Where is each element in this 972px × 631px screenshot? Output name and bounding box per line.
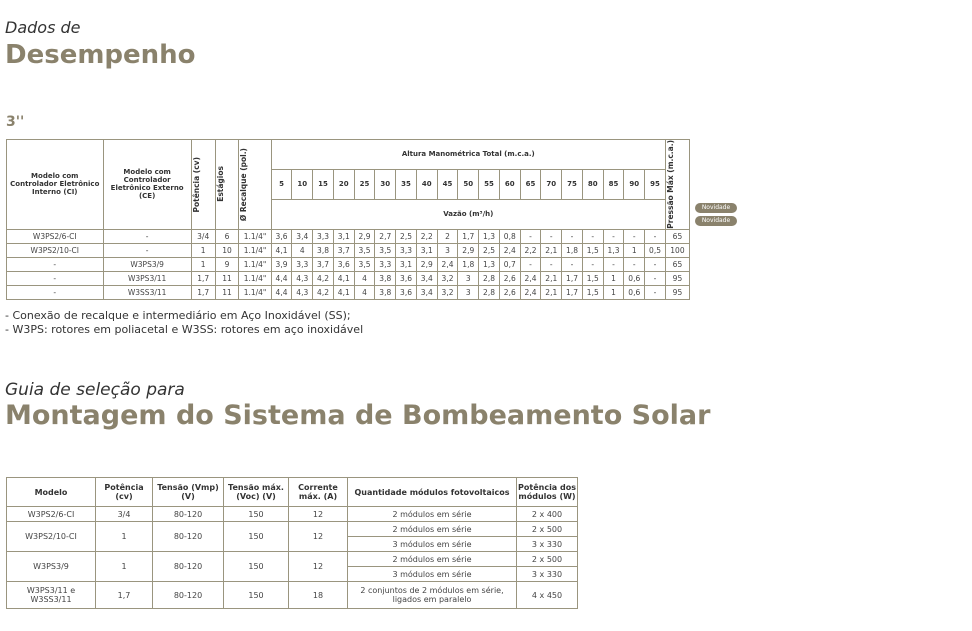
table-cell: 2 módulos em série [348, 507, 517, 522]
table-cell: 3 módulos em série [348, 567, 517, 582]
table-cell: 2 x 400 [517, 507, 578, 522]
table-cell: 3,8 [313, 243, 334, 257]
head-value: 5 [271, 169, 292, 199]
table-cell: 1,7 [191, 271, 215, 285]
table-cell: 4 [292, 243, 313, 257]
header-model: Modelo [7, 478, 96, 507]
table-cell: - [582, 257, 603, 271]
table-cell: 4,3 [292, 285, 313, 299]
table-cell: 2,4 [437, 257, 458, 271]
table-cell: - [624, 229, 645, 243]
table-cell: 2,7 [375, 229, 396, 243]
table-cell: W3PS3/9 [103, 257, 191, 271]
table-cell: 150 [224, 552, 289, 582]
table-cell: W3SS3/11 [103, 285, 191, 299]
table-cell: 3 x 330 [517, 537, 578, 552]
table-cell: 1,3 [479, 257, 500, 271]
table-cell: 2,4 [520, 285, 541, 299]
table-cell: - [520, 257, 541, 271]
table-cell: W3PS3/9 [7, 552, 96, 582]
table-cell: - [7, 257, 104, 271]
table-cell: 2,9 [416, 257, 437, 271]
table-cell: 2 conjuntos de 2 módulos em série, ligados em paralelo [348, 582, 517, 609]
section-title: Montagem do Sistema de Bombeamento Solar [5, 400, 711, 431]
table-cell: 3,7 [333, 243, 354, 257]
table-row [7, 522, 578, 537]
table-cell: - [582, 229, 603, 243]
section-subtitle: Guia de seleção para [5, 380, 185, 400]
table-cell: 3,2 [437, 271, 458, 285]
table-row [7, 285, 690, 299]
table-cell: - [645, 285, 666, 299]
table-cell: 1,3 [479, 229, 500, 243]
table-cell: W3PS2/10-CI [7, 243, 104, 257]
table-cell: 2 módulos em série [348, 552, 517, 567]
head-value: 60 [499, 169, 520, 199]
table-cell: 0,6 [624, 285, 645, 299]
table-cell: 1,7 [458, 229, 479, 243]
table-cell: 2,9 [458, 243, 479, 257]
table-cell: 3,2 [437, 285, 458, 299]
table-cell: 80-120 [153, 552, 224, 582]
table-cell: - [645, 229, 666, 243]
header-modules-qty: Quantidade módulos fotovoltaicos [348, 478, 517, 507]
table-cell: 3 [458, 285, 479, 299]
table-cell: - [541, 229, 562, 243]
table-cell: 3/4 [96, 507, 153, 522]
table-cell: 4,3 [292, 271, 313, 285]
table-cell: 1.1/4" [239, 271, 271, 285]
table-cell: 4 [354, 285, 375, 299]
table-cell: 2,4 [520, 271, 541, 285]
table-cell: 1,7 [562, 285, 583, 299]
table-row [7, 552, 578, 567]
table-row [7, 243, 690, 257]
table-cell: 3 x 330 [517, 567, 578, 582]
head-value: 75 [562, 169, 583, 199]
table-cell: 1.1/4" [239, 257, 271, 271]
table-cell: 150 [224, 522, 289, 552]
new-badge: Novidade [695, 203, 737, 213]
table-row [7, 229, 690, 243]
table-cell: W3PS2/6-CI [7, 229, 104, 243]
table-cell: 4,1 [271, 243, 292, 257]
table-cell: - [562, 229, 583, 243]
header-stages: Estágios [215, 140, 239, 230]
table-cell: 1.1/4" [239, 229, 271, 243]
header-max-pressure: Pressão Máx (m.c.a.) [665, 140, 689, 230]
table-cell: 1 [603, 285, 624, 299]
table-cell: 2,5 [396, 229, 417, 243]
table-cell: 6 [215, 229, 239, 243]
table-cell: 2 x 500 [517, 552, 578, 567]
table-cell: 4,4 [271, 285, 292, 299]
table-cell: 4,2 [313, 285, 334, 299]
head-value: 10 [292, 169, 313, 199]
table-cell: 12 [289, 522, 348, 552]
table-cell: - [7, 285, 104, 299]
header-power: Potência (cv) [191, 140, 215, 230]
header-outlet: Ø Recalque (pol.) [239, 140, 271, 230]
table-cell: 1,7 [191, 285, 215, 299]
table-cell: 10 [215, 243, 239, 257]
table-cell: - [562, 257, 583, 271]
table-cell: 4,2 [313, 271, 334, 285]
table-row [7, 507, 578, 522]
table-cell: 2,2 [520, 243, 541, 257]
table-cell: 4 x 450 [517, 582, 578, 609]
table-cell: 1 [96, 552, 153, 582]
header-flow: Vazão (m³/h) [271, 199, 665, 229]
table-cell: 3,4 [416, 271, 437, 285]
table-cell: 12 [289, 507, 348, 522]
head-value: 65 [520, 169, 541, 199]
head-value: 15 [313, 169, 334, 199]
table-cell: 2 x 500 [517, 522, 578, 537]
table-cell: 3,6 [271, 229, 292, 243]
note-line: - Conexão de recalque e intermediário em Aço Inoxidável (SS); [5, 309, 351, 322]
table-cell: 95 [665, 271, 689, 285]
header-head-group: Altura Manométrica Total (m.c.a.) [271, 140, 665, 170]
table-cell: 1 [191, 257, 215, 271]
note-line: - W3PS: rotores em poliacetal e W3SS: rotores em aço inoxidável [5, 323, 364, 336]
table-cell: 1,8 [562, 243, 583, 257]
table-cell: - [520, 229, 541, 243]
head-value: 70 [541, 169, 562, 199]
table-cell: 4,4 [271, 271, 292, 285]
table-cell: - [603, 229, 624, 243]
table-cell: 100 [665, 243, 689, 257]
table-cell: 1.1/4" [239, 285, 271, 299]
table-cell: 3,6 [396, 271, 417, 285]
head-value: 85 [603, 169, 624, 199]
table-cell: 1,8 [458, 257, 479, 271]
table-cell: 95 [665, 285, 689, 299]
table-cell: 2,6 [499, 285, 520, 299]
section-title: Desempenho [5, 40, 196, 70]
table-cell: 80-120 [153, 522, 224, 552]
table-cell: 2,5 [479, 243, 500, 257]
table-cell: 3 módulos em série [348, 537, 517, 552]
table-cell: 3,5 [375, 243, 396, 257]
table-cell: 2 módulos em série [348, 522, 517, 537]
table-row [7, 271, 690, 285]
table-cell: 3,6 [396, 285, 417, 299]
notes [5, 309, 363, 337]
header-voltage: Tensão (Vmp) (V) [153, 478, 224, 507]
table-cell: 3,6 [333, 257, 354, 271]
head-value: 40 [416, 169, 437, 199]
table-cell: 0,6 [624, 271, 645, 285]
table-cell: - [541, 257, 562, 271]
table-cell: - [103, 229, 191, 243]
table-cell: 2,1 [541, 243, 562, 257]
table-cell: 2,2 [416, 229, 437, 243]
table-cell: W3PS2/10-CI [7, 522, 96, 552]
table-cell: 3/4 [191, 229, 215, 243]
table-cell: 1,5 [582, 285, 603, 299]
table-cell: 3,8 [375, 271, 396, 285]
head-value: 55 [479, 169, 500, 199]
head-value: 35 [396, 169, 417, 199]
table-cell: 2,6 [499, 271, 520, 285]
table-cell: - [624, 257, 645, 271]
table-cell: 3,4 [416, 285, 437, 299]
head-value: 80 [582, 169, 603, 199]
table-cell: 1 [603, 271, 624, 285]
header-max-voltage: Tensão máx. (Voc) (V) [224, 478, 289, 507]
table-cell: 1 [96, 522, 153, 552]
table-cell: 1,7 [96, 582, 153, 609]
table-cell: 11 [215, 285, 239, 299]
table-row [7, 257, 690, 271]
table-cell: 3,4 [292, 229, 313, 243]
section-subtitle: Dados de [5, 18, 81, 37]
table-cell: 4,1 [333, 285, 354, 299]
table-cell: 2,8 [479, 285, 500, 299]
table-cell: 2,9 [354, 229, 375, 243]
table-cell: - [103, 243, 191, 257]
header-modules-power: Potência dos módulos (W) [517, 478, 578, 507]
table-cell: 2,1 [541, 271, 562, 285]
table-cell: 3 [437, 243, 458, 257]
table-cell: 65 [665, 229, 689, 243]
table-cell: 1,5 [582, 271, 603, 285]
header-model-ce: Modelo com Controlador Eletrônico Externo (CE) [103, 140, 191, 230]
table-cell: 1.1/4" [239, 243, 271, 257]
table-cell: 1 [191, 243, 215, 257]
table-cell: 2,1 [541, 285, 562, 299]
table-cell: 65 [665, 257, 689, 271]
table-cell: 3,3 [396, 243, 417, 257]
table-cell: 80-120 [153, 507, 224, 522]
table-cell: 18 [289, 582, 348, 609]
table-cell: 11 [215, 271, 239, 285]
table-cell: 3 [458, 271, 479, 285]
head-value: 45 [437, 169, 458, 199]
table-cell: 3,3 [375, 257, 396, 271]
table-cell: 2,8 [479, 271, 500, 285]
table-cell: 80-120 [153, 582, 224, 609]
table-cell: 3,5 [354, 257, 375, 271]
head-value: 25 [354, 169, 375, 199]
table-cell: 0,7 [499, 257, 520, 271]
header-power: Potência (cv) [96, 478, 153, 507]
table-cell: 3,8 [375, 285, 396, 299]
new-badge: Novidade [695, 216, 737, 226]
table-cell: 3,5 [354, 243, 375, 257]
table-cell: 3,1 [333, 229, 354, 243]
table-cell: 3,9 [271, 257, 292, 271]
selection-table [6, 477, 578, 609]
table-row [7, 582, 578, 609]
table-cell: 3,1 [416, 243, 437, 257]
table-cell: 3,7 [313, 257, 334, 271]
header-current: Corrente máx. (A) [289, 478, 348, 507]
head-value: 95 [645, 169, 666, 199]
table-cell: 1,7 [562, 271, 583, 285]
table-cell: - [645, 271, 666, 285]
table-cell: 150 [224, 582, 289, 609]
pump-size-label: 3'' [6, 114, 25, 130]
table-cell: - [645, 257, 666, 271]
table-cell: W3PS3/11 e W3SS3/11 [7, 582, 96, 609]
table-cell: 3,3 [313, 229, 334, 243]
table-cell: 150 [224, 507, 289, 522]
head-value: 20 [333, 169, 354, 199]
head-value: 50 [458, 169, 479, 199]
table-cell: 2 [437, 229, 458, 243]
table-cell: 0,8 [499, 229, 520, 243]
table-cell: 2,4 [499, 243, 520, 257]
table-cell: 9 [215, 257, 239, 271]
table-cell: - [603, 257, 624, 271]
table-cell: 0,5 [645, 243, 666, 257]
head-value: 90 [624, 169, 645, 199]
table-cell: 3,1 [396, 257, 417, 271]
table-cell: 12 [289, 552, 348, 582]
table-cell: 4 [354, 271, 375, 285]
performance-table [6, 139, 690, 300]
table-cell: 1,5 [582, 243, 603, 257]
table-cell: 4,1 [333, 271, 354, 285]
table-cell: 1 [624, 243, 645, 257]
head-value: 30 [375, 169, 396, 199]
header-model-ci: Modelo com Controlador Eletrônico Interno (CI) [7, 140, 104, 230]
table-cell: 1,3 [603, 243, 624, 257]
table-cell: 3,3 [292, 257, 313, 271]
table-cell: - [7, 271, 104, 285]
table-cell: W3PS3/11 [103, 271, 191, 285]
table-cell: W3PS2/6-CI [7, 507, 96, 522]
